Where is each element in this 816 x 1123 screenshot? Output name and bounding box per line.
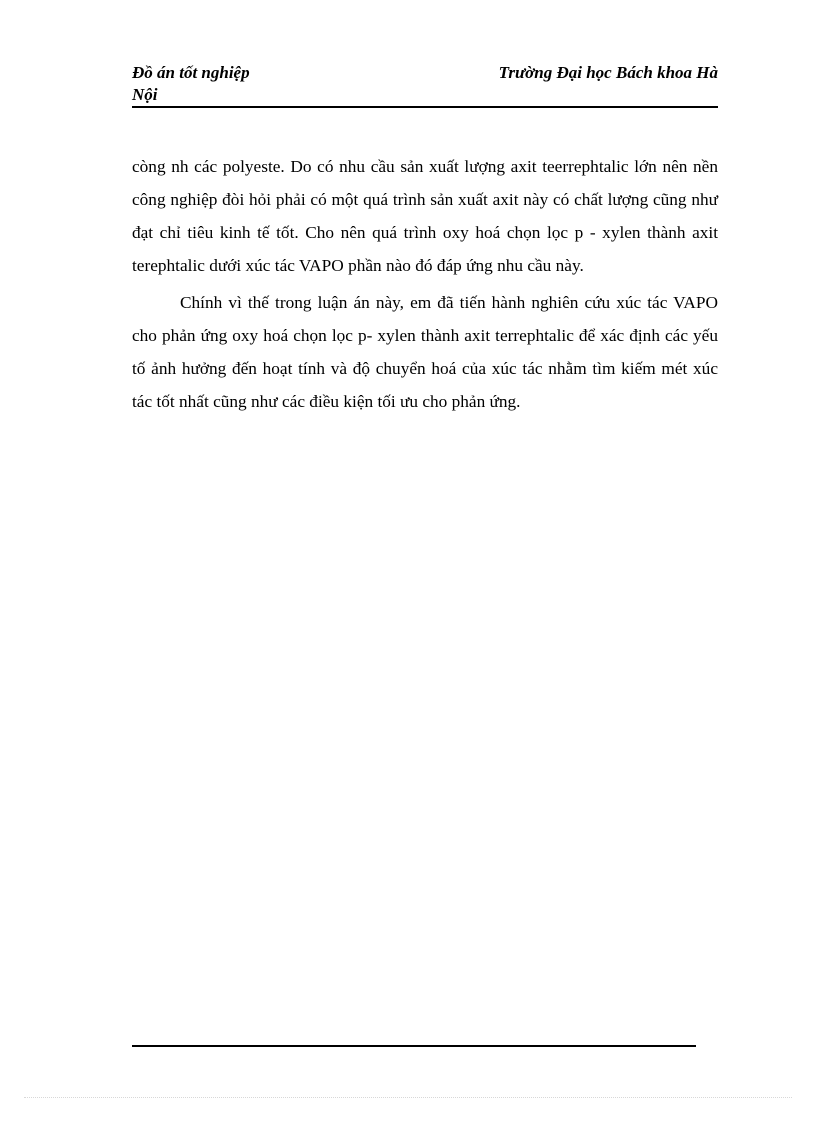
footer-rule [132,1045,696,1047]
paragraph: còng nh các polyeste. Do có nhu cầu sản xuất lượng axit teerrephtalic lớn nên nền công nghiệp đòi hỏi phải có một quá trình sản xuất axit này có chất lượng cũng như đạt chỉ tiêu kinh tế tốt. Cho nên quá trình oxy hoá chọn lọc p - xylen thành axit terephtalic dưới xúc tác VAPO phần nào đó đáp ứng nhu cầu này. [132,157,718,275]
header-right-title-continued: Nội [132,85,158,104]
header-right-title: Trường Đại học Bách khoa Hà [498,63,718,82]
body-text [132,150,718,418]
page-edge [24,1097,792,1098]
header-left-title: Đồ án tốt nghiệp [132,63,250,82]
paragraph: Chính vì thế trong luận án này, em đã tiến hành nghiên cứu xúc tác VAPO cho phản ứng oxy hoá chọn lọc p- xylen thành axit terrephtalic để xác định các yếu tố ảnh hưởng đến hoạt tính và độ chuyển hoá của xúc tác nhằm tìm kiếm mét xúc tác tốt nhất cũng như các điều kiện tối ưu cho phản ứng. [132,293,718,411]
page-header [132,58,718,108]
